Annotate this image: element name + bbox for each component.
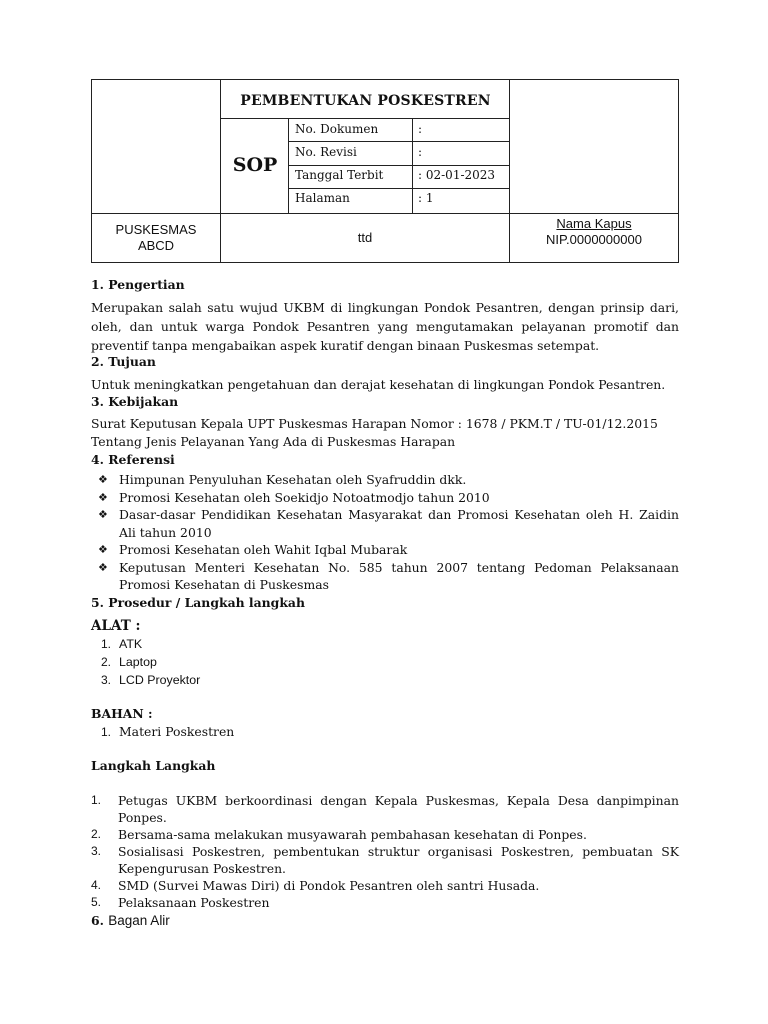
section-heading-tujuan: 2. Tujuan: [91, 354, 156, 369]
field-label-no-revisi: No. Revisi: [295, 145, 357, 159]
list-item: 2. Laptop: [101, 654, 157, 669]
field-label-no-dokumen: No. Dokumen: [295, 122, 379, 136]
list-item: ❖ Himpunan Penyuluhan Kesehatan oleh Syafruddin dkk.: [98, 472, 467, 487]
list-item: 1. ATK: [101, 636, 143, 651]
list-item: ❖ Keputusan Menteri Kesehatan No. 585 tahun 2007 tentang Pedoman Pelaksanaan Promosi Kesehatan di Puskesmas: [98, 559, 679, 592]
list-item: 5. Pelaksanaan Poskestren: [91, 894, 270, 910]
section-heading-referensi: 4. Referensi: [91, 452, 175, 467]
head-cell: [510, 214, 678, 250]
field-label-halaman: Halaman: [295, 191, 350, 205]
diamond-bullet-icon: ❖: [98, 490, 108, 504]
sop-header-table: [91, 79, 679, 263]
section-heading-pengertian: 1. Pengertian: [91, 277, 185, 292]
table-divider: [288, 118, 289, 214]
field-value-no-revisi: :: [418, 145, 423, 159]
diamond-bullet-icon: ❖: [98, 508, 108, 521]
diamond-bullet-icon: ❖: [98, 543, 108, 556]
diamond-bullet-icon: ❖: [98, 473, 108, 486]
section-heading-prosedur: 5. Prosedur / Langkah langkah: [91, 594, 305, 610]
bahan-label: BAHAN :: [91, 705, 153, 721]
table-divider: [412, 118, 413, 214]
table-divider: [288, 165, 510, 166]
signature-cell: [221, 214, 509, 262]
list-item: 1. Petugas UKBM berkoordinasi dengan Kepala Puskesmas, Kepala Desa danpimpinan Ponpes.: [91, 792, 679, 825]
list-item: 2. Bersama-sama melakukan musyawarah pembahasan kesehatan di Ponpes.: [91, 826, 587, 842]
section-text-tujuan: Untuk meningkatkan pengetahuan dan derajat kesehatan di lingkungan Pondok Pesantren.: [91, 377, 666, 392]
list-item: 3. Sosialisasi Poskestren, pembentukan struktur organisasi Poskestren, pembuatan SK Kepengurusan Poskestren.: [91, 843, 679, 876]
signature-text: ttd: [357, 230, 373, 245]
list-item: 3. LCD Proyektor: [101, 672, 201, 687]
list-item: ❖ Promosi Kesehatan oleh Soekidjo Notoatmodjo tahun 2010: [98, 489, 490, 505]
table-divider: [288, 188, 510, 189]
langkah-label: Langkah Langkah: [91, 757, 216, 773]
section-text-kebijakan-2: Tentang Jenis Pelayanan Yang Ada di Puskesmas Harapan: [91, 434, 456, 449]
field-value-halaman: : 1: [418, 191, 434, 205]
document-body: [91, 276, 679, 931]
field-value-no-dokumen: :: [418, 122, 423, 136]
field-label-tanggal-terbit: Tanggal Terbit: [295, 168, 384, 182]
section-text-kebijakan: Surat Keputusan Kepala UPT Puskesmas Harapan Nomor : 1678 / PKM.T / TU-01/12.2015: [91, 416, 658, 431]
document-title: PEMBENTUKAN POSKESTREN: [240, 93, 491, 109]
list-item: 1. Materi Poskestren: [101, 723, 235, 739]
organization-unit: ABCD: [137, 238, 175, 253]
head-name: Nama Kapus: [556, 216, 632, 231]
field-value-tanggal-terbit: : 02-01-2023: [418, 168, 496, 182]
diamond-bullet-icon: ❖: [98, 560, 108, 574]
organization-cell: [92, 214, 220, 262]
table-divider: [288, 141, 510, 142]
section-heading-bagan-alir: 6. Bagan Alir: [91, 912, 170, 928]
list-item: ❖ Dasar-dasar Pendidikan Kesehatan Masyarakat dan Promosi Kesehatan oleh H. Zaidin Ali tahun 2010: [98, 507, 679, 540]
sop-label: SOP: [232, 154, 278, 176]
section-heading-kebijakan: 3. Kebijakan: [91, 394, 179, 409]
list-item: ❖ Promosi Kesehatan oleh Wahit Iqbal Mubarak: [98, 542, 408, 557]
organization-name: PUSKESMAS: [115, 222, 197, 237]
alat-label: ALAT :: [91, 617, 141, 634]
list-item: 4. SMD (Survei Mawas Diri) di Pondok Pesantren oleh santri Husada.: [91, 877, 540, 893]
head-nip: NIP.0000000000: [546, 232, 642, 247]
section-text-pengertian: Merupakan salah satu wujud UKBM di lingkungan Pondok Pesantren, dengan prinsip dari, oleh, dan untuk warga Pondok Pesantren yang mengutamakan pelayanan promotif dan preventif tanpa mengabaikan aspek kuratif dengan binaan Puskesmas setempat.: [91, 300, 679, 353]
